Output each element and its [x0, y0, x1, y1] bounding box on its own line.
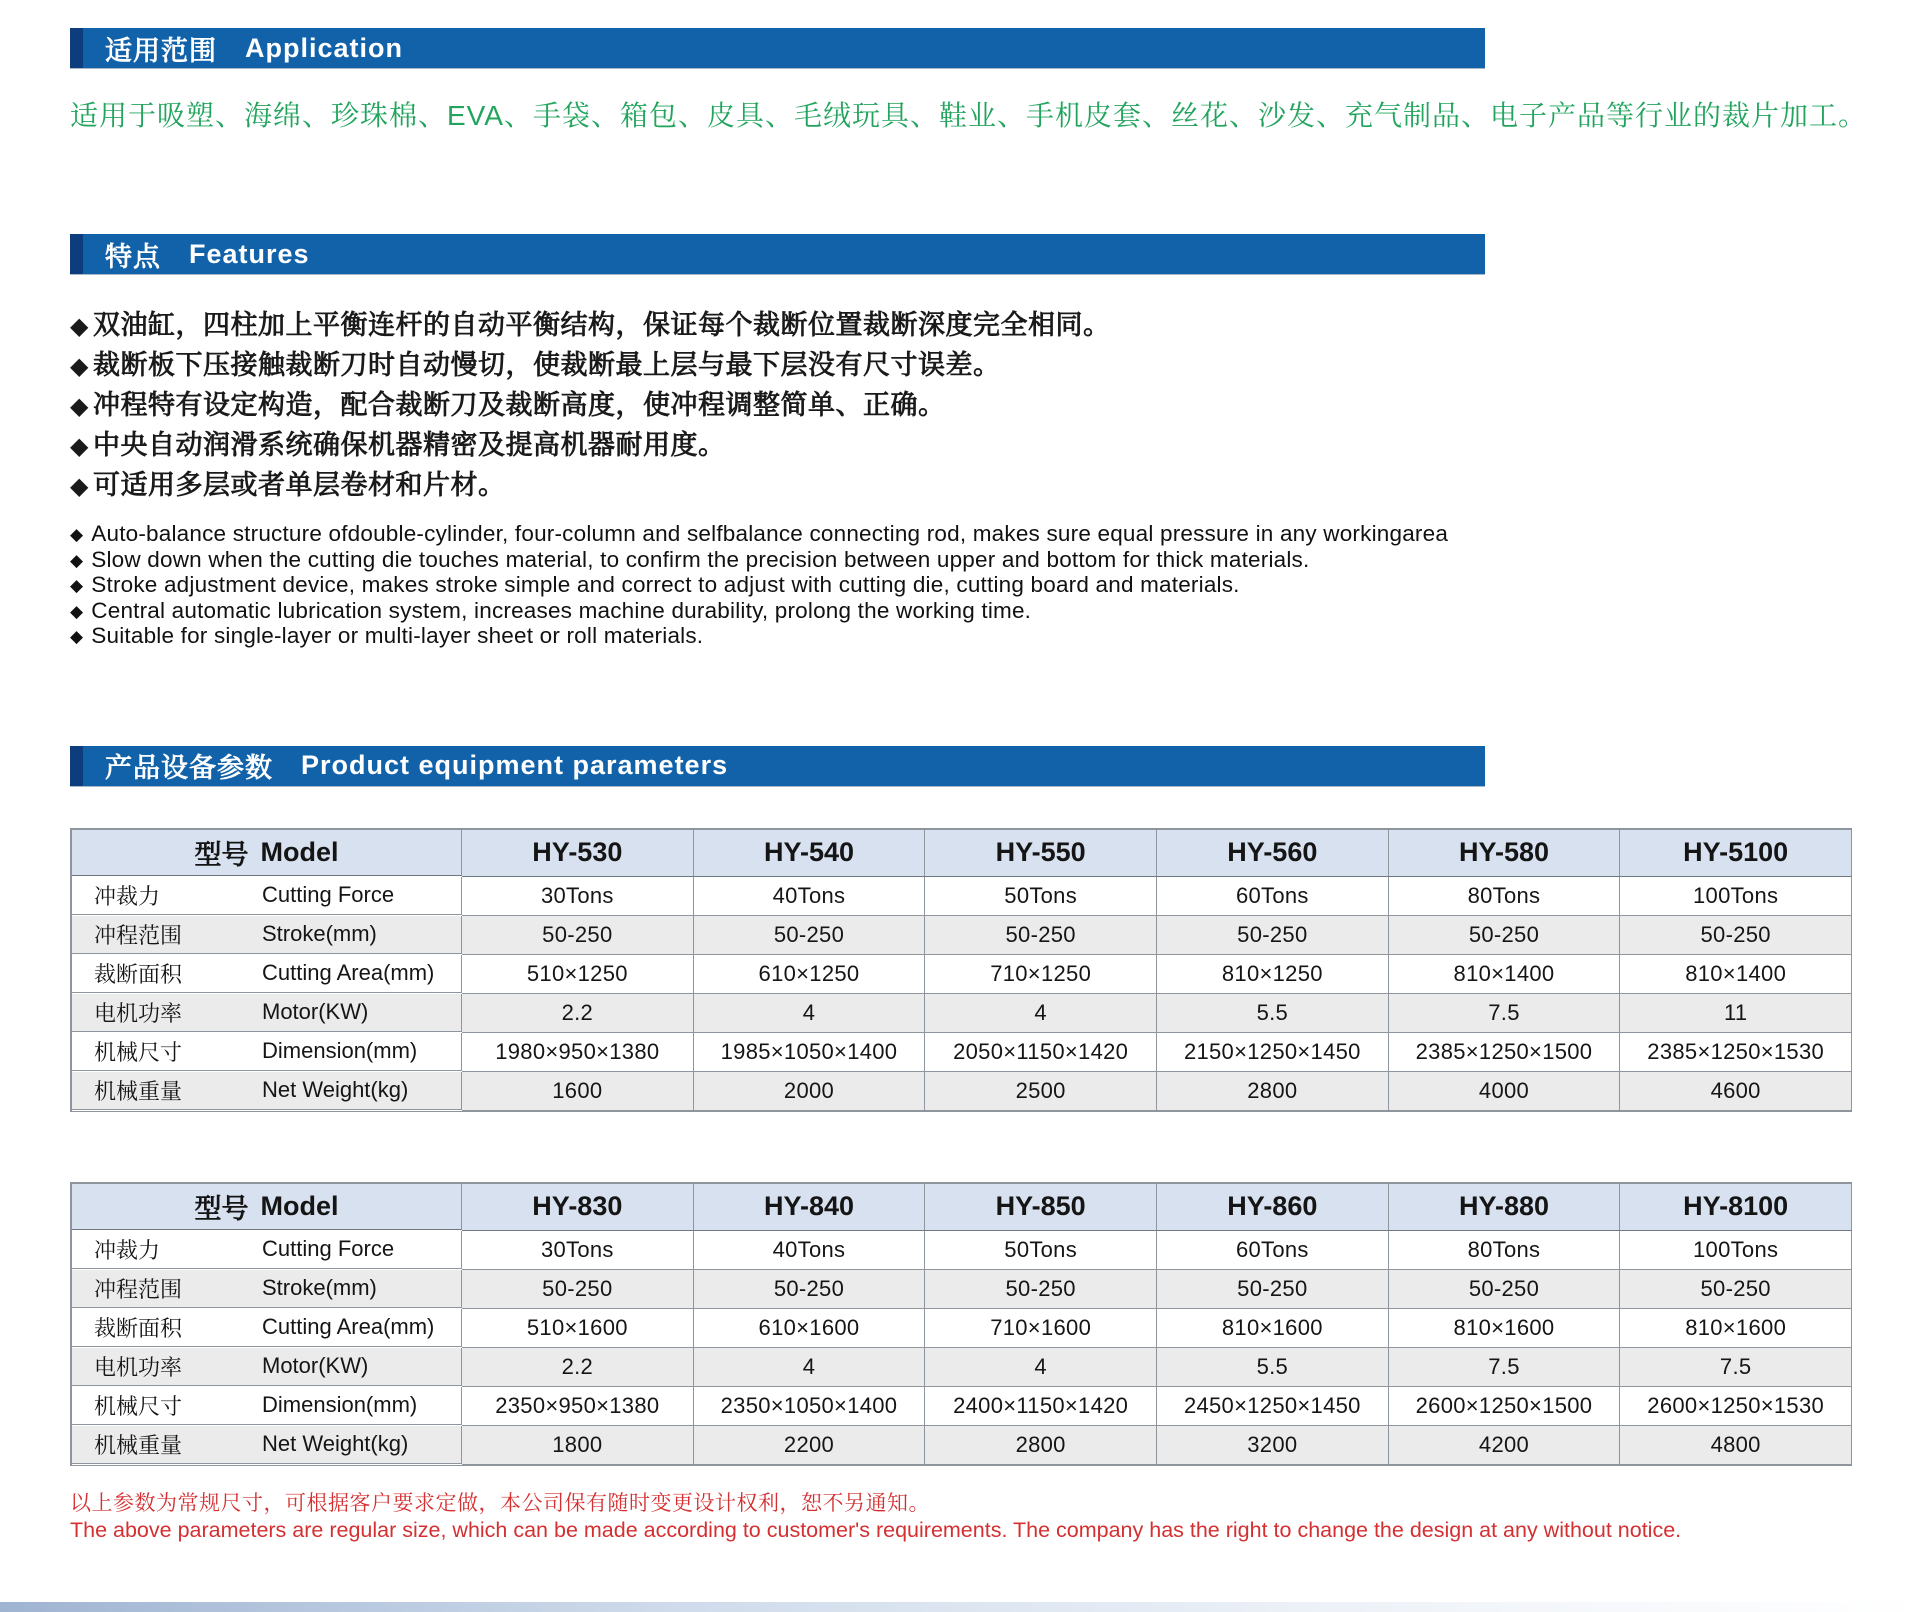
value-cell: 5.5 [1157, 1348, 1389, 1387]
row-label-cell [72, 955, 462, 993]
value-cell: 710×1250 [925, 955, 1157, 994]
features-header-bar [70, 234, 1485, 274]
bottom-gradient-strip [0, 1602, 1920, 1612]
application-title-zh: 适用范围 [105, 35, 217, 66]
row-label-cell [72, 1348, 462, 1386]
row-label-cell [72, 877, 462, 915]
diamond-icon: ◆ [70, 525, 84, 544]
table-row [72, 1387, 1852, 1426]
model-name-cell: HY-580 [1389, 830, 1621, 877]
value-cell: 80Tons [1389, 877, 1621, 916]
row-label-en: Cutting Force [262, 1236, 395, 1261]
value-cell: 50-250 [462, 916, 694, 955]
value-cell: 810×1250 [1157, 955, 1389, 994]
row-label-cell [72, 1072, 462, 1110]
value-cell: 30Tons [462, 1231, 694, 1270]
value-cell: 50-250 [1157, 916, 1389, 955]
model-name-cell: HY-880 [1389, 1184, 1621, 1231]
feature-text: Auto-balance structure ofdouble-cylinder, four-column and selfbalance connecting rod, makes sure equal pressure in any workingarea [91, 521, 1449, 546]
parameters-section [70, 746, 1850, 1544]
value-cell: 2000 [694, 1072, 926, 1111]
value-cell: 50Tons [925, 1231, 1157, 1270]
value-cell: 4 [925, 1348, 1157, 1387]
value-cell: 100Tons [1620, 877, 1852, 916]
row-label-en: Net Weight(kg) [262, 1077, 409, 1102]
value-cell: 610×1600 [694, 1309, 926, 1348]
application-title-en: Application [245, 32, 403, 63]
row-label-en: Dimension(mm) [262, 1038, 418, 1063]
diamond-icon: ◆ [70, 313, 89, 340]
row-label-zh: 电机功率 [94, 1354, 183, 1380]
model-header-zh: 型号 [194, 1193, 249, 1224]
value-cell: 80Tons [1389, 1231, 1621, 1270]
model-name-cell: HY-850 [925, 1184, 1157, 1231]
model-name-cell: HY-530 [462, 830, 694, 877]
value-cell: 810×1400 [1389, 955, 1621, 994]
model-header-cell [72, 1184, 462, 1230]
parameters-title-zh: 产品设备参数 [105, 753, 273, 783]
row-label-zh: 冲裁力 [94, 1237, 161, 1263]
model-name-cell: HY-550 [925, 830, 1157, 877]
value-cell: 2800 [1157, 1072, 1389, 1111]
value-cell: 2800 [925, 1426, 1157, 1465]
header-accent-block [70, 746, 83, 786]
value-cell: 40Tons [694, 877, 926, 916]
row-label-cell [72, 1387, 462, 1425]
diamond-icon: ◆ [70, 473, 89, 500]
table-row [72, 877, 1852, 916]
model-name-cell: HY-560 [1157, 830, 1389, 877]
row-label-zh: 电机功率 [94, 1000, 183, 1026]
value-cell: 810×1400 [1620, 955, 1852, 994]
feature-text: 冲程特有设定构造，配合裁断刀及裁断高度，使冲程调整简单、正确。 [92, 390, 946, 420]
model-header-zh: 型号 [194, 839, 249, 870]
feature-text: 可适用多层或者单层卷材和片材。 [92, 470, 506, 500]
value-cell: 50-250 [1620, 1270, 1852, 1309]
feature-item-zh [70, 466, 1850, 506]
table-row [72, 1072, 1852, 1111]
spec-table-hy5-series [70, 828, 1852, 1112]
feature-text: 中央自动润滑系统确保机器精密及提高机器耐用度。 [92, 430, 726, 460]
value-cell: 7.5 [1620, 1348, 1852, 1387]
row-label-en: Motor(KW) [262, 999, 369, 1024]
row-label-zh: 裁断面积 [94, 1315, 183, 1341]
table-row [72, 916, 1852, 955]
row-label-cell [72, 1309, 462, 1347]
table-row [72, 1426, 1852, 1465]
value-cell: 1985×1050×1400 [694, 1033, 926, 1072]
row-label-zh: 冲裁力 [94, 883, 161, 909]
row-label-en: Stroke(mm) [262, 921, 377, 946]
value-cell: 50-250 [1389, 1270, 1621, 1309]
value-cell: 3200 [1157, 1426, 1389, 1465]
value-cell: 50-250 [925, 1270, 1157, 1309]
application-header-text [83, 28, 403, 68]
table-row [72, 1231, 1852, 1270]
value-cell: 50-250 [1389, 916, 1621, 955]
row-label-cell [72, 1426, 462, 1464]
diamond-icon: ◆ [70, 353, 89, 380]
row-label-en: Motor(KW) [262, 1353, 369, 1378]
application-header-bar [70, 28, 1485, 68]
diamond-icon: ◆ [70, 393, 89, 420]
row-label-cell [72, 1270, 462, 1308]
feature-text: Central automatic lubrication system, increases machine durability, prolong the working time. [91, 597, 1032, 623]
feature-item-en [70, 522, 1850, 548]
diamond-icon: ◆ [70, 433, 89, 460]
value-cell: 7.5 [1389, 1348, 1621, 1387]
feature-item-zh [70, 306, 1850, 346]
feature-text: 裁断板下压接触裁断刀时自动慢切，使裁断最上层与最下层没有尺寸误差。 [92, 350, 1001, 380]
value-cell: 2450×1250×1450 [1157, 1387, 1389, 1426]
value-cell: 7.5 [1389, 994, 1621, 1033]
row-label-en: Stroke(mm) [262, 1275, 377, 1300]
table-row [72, 994, 1852, 1033]
value-cell: 4 [694, 994, 926, 1033]
row-label-en: Cutting Area(mm) [262, 960, 435, 985]
value-cell: 2200 [694, 1426, 926, 1465]
value-cell: 2500 [925, 1072, 1157, 1111]
value-cell: 5.5 [1157, 994, 1389, 1033]
row-label-zh: 机械尺寸 [94, 1393, 183, 1419]
feature-item-zh [70, 346, 1850, 386]
value-cell: 50-250 [462, 1270, 694, 1309]
features-section [70, 234, 1850, 650]
table-row [72, 1270, 1852, 1309]
value-cell: 710×1600 [925, 1309, 1157, 1348]
value-cell: 2350×1050×1400 [694, 1387, 926, 1426]
disclaimer-text-zh: 以上参数为常规尺寸，可根据客户要求定做，本公司保有随时变更设计权利，恕不另通知。 [70, 1491, 930, 1515]
value-cell: 810×1600 [1620, 1309, 1852, 1348]
features-title-en: Features [189, 238, 310, 269]
feature-text: Stroke adjustment device, makes stroke simple and correct to adjust with cutting die, cutting board and materials. [91, 572, 1240, 597]
parameters-header-bar [70, 746, 1485, 786]
diamond-icon: ◆ [70, 601, 84, 621]
feature-item-zh [70, 386, 1850, 426]
row-label-zh: 裁断面积 [94, 961, 183, 987]
row-label-zh: 机械重量 [94, 1078, 183, 1104]
row-label-zh: 机械重量 [94, 1432, 183, 1458]
header-accent-block [70, 234, 83, 274]
value-cell: 60Tons [1157, 877, 1389, 916]
row-label-cell [72, 1231, 462, 1269]
table-row [72, 1348, 1852, 1387]
value-cell: 510×1250 [462, 955, 694, 994]
row-label-cell [72, 994, 462, 1032]
model-name-cell: HY-8100 [1620, 1184, 1852, 1231]
row-label-en: Cutting Force [262, 882, 395, 907]
value-cell: 1600 [462, 1072, 694, 1111]
parameters-title-en: Product equipment parameters [301, 750, 729, 780]
value-cell: 2400×1150×1420 [925, 1387, 1157, 1426]
value-cell: 50-250 [1157, 1270, 1389, 1309]
value-cell: 60Tons [1157, 1231, 1389, 1270]
application-section [70, 28, 1867, 134]
value-cell: 4000 [1389, 1072, 1621, 1111]
value-cell: 4200 [1389, 1426, 1621, 1465]
value-cell: 2050×1150×1420 [925, 1033, 1157, 1072]
feature-text: Suitable for single-layer or multi-layer sheet or roll materials. [91, 623, 704, 648]
table-header-row [72, 1184, 1852, 1231]
value-cell: 510×1600 [462, 1309, 694, 1348]
value-cell: 50-250 [694, 1270, 926, 1309]
value-cell: 2385×1250×1500 [1389, 1033, 1621, 1072]
row-label-en: Net Weight(kg) [262, 1431, 409, 1456]
value-cell: 40Tons [694, 1231, 926, 1270]
model-name-cell: HY-860 [1157, 1184, 1389, 1231]
value-cell: 2150×1250×1450 [1157, 1033, 1389, 1072]
diamond-icon: ◆ [70, 627, 84, 646]
value-cell: 4 [925, 994, 1157, 1033]
value-cell: 1980×950×1380 [462, 1033, 694, 1072]
features-list-en [70, 522, 1850, 650]
feature-item-zh [70, 426, 1850, 466]
value-cell: 810×1600 [1157, 1309, 1389, 1348]
model-name-cell: HY-830 [462, 1184, 694, 1231]
value-cell: 2600×1250×1500 [1389, 1387, 1621, 1426]
model-header-cell [72, 830, 462, 876]
features-list-zh [70, 306, 1850, 506]
table-header-row [72, 830, 1852, 877]
feature-text: 双油缸，四柱加上平衡连杆的自动平衡结构，保证每个裁断位置裁断深度完全相同。 [92, 310, 1111, 340]
table-row [72, 1033, 1852, 1072]
value-cell: 4 [694, 1348, 926, 1387]
application-body-text: 适用于吸塑、海绵、珍珠棉、EVA、手袋、箱包、皮具、毛绒玩具、鞋业、手机皮套、丝花、沙发、充气制品、电子产品等行业的裁片加工。 [70, 100, 1867, 131]
feature-item-en [70, 599, 1850, 625]
value-cell: 1800 [462, 1426, 694, 1465]
value-cell: 2350×950×1380 [462, 1387, 694, 1426]
diamond-icon: ◆ [70, 550, 84, 570]
value-cell: 50Tons [925, 877, 1157, 916]
header-accent-block [70, 28, 83, 68]
spec-table-hy8-series [70, 1182, 1852, 1466]
value-cell: 2.2 [462, 994, 694, 1033]
value-cell: 4800 [1620, 1426, 1852, 1465]
row-label-zh: 冲程范围 [94, 922, 183, 948]
value-cell: 2600×1250×1530 [1620, 1387, 1852, 1426]
value-cell: 810×1600 [1389, 1309, 1621, 1348]
row-label-en: Cutting Area(mm) [262, 1314, 435, 1339]
model-header-en: Model [260, 836, 339, 867]
model-name-cell: HY-5100 [1620, 830, 1852, 877]
model-header-en: Model [260, 1190, 339, 1221]
row-label-en: Dimension(mm) [262, 1392, 418, 1417]
value-cell: 2.2 [462, 1348, 694, 1387]
model-name-cell: HY-840 [694, 1184, 926, 1231]
feature-item-en [70, 573, 1850, 599]
features-title-zh: 特点 [105, 241, 161, 272]
features-header-text [83, 234, 310, 274]
row-label-cell [72, 916, 462, 954]
value-cell: 50-250 [925, 916, 1157, 955]
feature-text: Slow down when the cutting die touches material, to confirm the precision between upper and bottom for thick materials. [91, 546, 1310, 572]
feature-item-en [70, 548, 1850, 574]
value-cell: 100Tons [1620, 1231, 1852, 1270]
value-cell: 610×1250 [694, 955, 926, 994]
table-row [72, 1309, 1852, 1348]
feature-item-en [70, 624, 1850, 650]
disclaimer [70, 1490, 1850, 1544]
diamond-icon: ◆ [70, 576, 84, 595]
row-label-cell [72, 1033, 462, 1071]
value-cell: 50-250 [694, 916, 926, 955]
row-label-zh: 冲程范围 [94, 1276, 183, 1302]
model-name-cell: HY-540 [694, 830, 926, 877]
row-label-zh: 机械尺寸 [94, 1039, 183, 1065]
value-cell: 50-250 [1620, 916, 1852, 955]
value-cell: 11 [1620, 994, 1852, 1033]
value-cell: 30Tons [462, 877, 694, 916]
table-row [72, 955, 1852, 994]
value-cell: 4600 [1620, 1072, 1852, 1111]
value-cell: 2385×1250×1530 [1620, 1033, 1852, 1072]
disclaimer-text-en: The above parameters are regular size, which can be made according to customer's requirements. The company has the right to change the design at any without notice. [70, 1517, 1682, 1542]
parameters-header-text [83, 746, 728, 786]
